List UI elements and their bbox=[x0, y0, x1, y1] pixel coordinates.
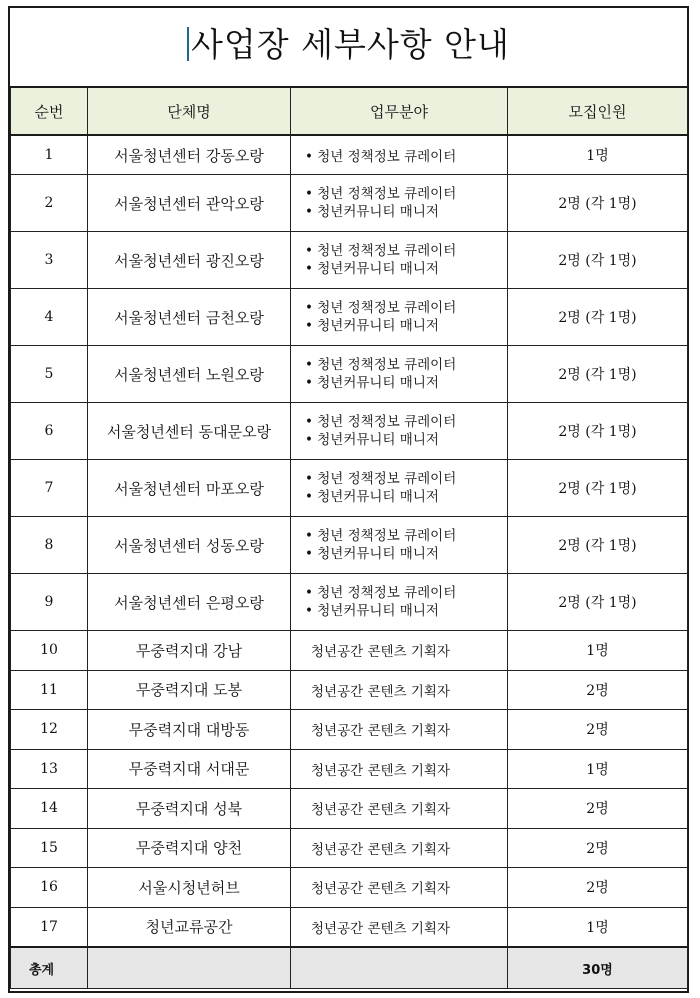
work-field-item: • 청년커뮤니티 매니저 bbox=[305, 261, 439, 277]
recruit-count: 2명 bbox=[508, 710, 688, 750]
total-row bbox=[11, 947, 688, 989]
header-no: 순번 bbox=[11, 87, 88, 135]
org-name: 무중력지대 강남 bbox=[88, 631, 291, 671]
document-frame bbox=[8, 6, 689, 993]
work-field-item: 청년공간 콘텐츠 기획자 bbox=[311, 920, 450, 937]
org-name: 무중력지대 대방동 bbox=[88, 710, 291, 750]
row-number: 9 bbox=[11, 574, 88, 631]
recruit-count: 2명 (각 1명) bbox=[508, 403, 688, 460]
work-field-item: 청년공간 콘텐츠 기획자 bbox=[311, 802, 450, 819]
row-number: 11 bbox=[11, 670, 88, 710]
recruit-count: 2명 (각 1명) bbox=[508, 346, 688, 403]
table-row bbox=[11, 403, 688, 460]
org-name: 서울시청년허브 bbox=[88, 868, 291, 908]
work-field bbox=[291, 868, 508, 908]
recruit-count: 1명 bbox=[508, 907, 688, 947]
table-body bbox=[11, 135, 688, 947]
row-number: 8 bbox=[11, 517, 88, 574]
row-number: 5 bbox=[11, 346, 88, 403]
work-field-item: • 청년 정책정보 큐레이터 bbox=[305, 414, 457, 430]
table-row bbox=[11, 517, 688, 574]
work-field-item: • 청년커뮤니티 매니저 bbox=[305, 204, 439, 220]
row-number: 7 bbox=[11, 460, 88, 517]
work-field-item: • 청년 정책정보 큐레이터 bbox=[305, 300, 457, 316]
recruit-count: 1명 bbox=[508, 749, 688, 789]
work-field-item: • 청년커뮤니티 매니저 bbox=[305, 375, 439, 391]
row-number: 17 bbox=[11, 907, 88, 947]
work-field bbox=[291, 232, 508, 289]
work-field-item: • 청년커뮤니티 매니저 bbox=[305, 603, 439, 619]
header-field: 업무분야 bbox=[291, 87, 508, 135]
page-title-text: 사업장 세부사항 안내 bbox=[191, 25, 510, 64]
work-field bbox=[291, 460, 508, 517]
table-row bbox=[11, 460, 688, 517]
recruit-count: 2명 (각 1명) bbox=[508, 289, 688, 346]
row-number: 14 bbox=[11, 789, 88, 829]
work-field-item: • 청년 정책정보 큐레이터 bbox=[305, 357, 457, 373]
org-name: 무중력지대 성북 bbox=[88, 789, 291, 829]
details-table bbox=[10, 86, 688, 989]
work-field bbox=[291, 517, 508, 574]
org-name: 서울청년센터 관악오랑 bbox=[88, 175, 291, 232]
work-field bbox=[291, 346, 508, 403]
recruit-count: 1명 bbox=[508, 135, 688, 175]
recruit-count: 2명 (각 1명) bbox=[508, 517, 688, 574]
work-field-item: 청년공간 콘텐츠 기획자 bbox=[311, 841, 450, 858]
table-row bbox=[11, 574, 688, 631]
table-row bbox=[11, 828, 688, 868]
org-name: 서울청년센터 성동오랑 bbox=[88, 517, 291, 574]
table-row bbox=[11, 289, 688, 346]
work-field-item: • 청년커뮤니티 매니저 bbox=[305, 432, 439, 448]
table-row bbox=[11, 346, 688, 403]
work-field bbox=[291, 574, 508, 631]
work-field-item: 청년공간 콘텐츠 기획자 bbox=[311, 762, 450, 779]
recruit-count: 2명 bbox=[508, 868, 688, 908]
table-row bbox=[11, 175, 688, 232]
table-row bbox=[11, 868, 688, 908]
total-empty-org bbox=[88, 947, 291, 989]
org-name: 무중력지대 도봉 bbox=[88, 670, 291, 710]
table-row bbox=[11, 749, 688, 789]
table-row bbox=[11, 631, 688, 671]
table-row bbox=[11, 232, 688, 289]
org-name: 서울청년센터 은평오랑 bbox=[88, 574, 291, 631]
work-field-item: • 청년 정책정보 큐레이터 bbox=[305, 528, 457, 544]
recruit-count: 2명 bbox=[508, 828, 688, 868]
org-name: 청년교류공간 bbox=[88, 907, 291, 947]
recruit-count: 2명 (각 1명) bbox=[508, 175, 688, 232]
work-field bbox=[291, 631, 508, 671]
work-field-item: 청년공간 콘텐츠 기획자 bbox=[311, 683, 450, 700]
work-field bbox=[291, 907, 508, 947]
org-name: 서울청년센터 광진오랑 bbox=[88, 232, 291, 289]
row-number: 4 bbox=[11, 289, 88, 346]
work-field bbox=[291, 289, 508, 346]
org-name: 서울청년센터 강동오랑 bbox=[88, 135, 291, 175]
work-field-item: • 청년 정책정보 큐레이터 bbox=[305, 186, 457, 202]
org-name: 무중력지대 양천 bbox=[88, 828, 291, 868]
row-number: 13 bbox=[11, 749, 88, 789]
org-name: 무중력지대 서대문 bbox=[88, 749, 291, 789]
work-field-item: • 청년커뮤니티 매니저 bbox=[305, 546, 439, 562]
org-name: 서울청년센터 마포오랑 bbox=[88, 460, 291, 517]
text-cursor bbox=[187, 27, 189, 61]
work-field-item: • 청년 정책정보 큐레이터 bbox=[305, 243, 457, 259]
work-field bbox=[291, 789, 508, 829]
row-number: 1 bbox=[11, 135, 88, 175]
row-number: 2 bbox=[11, 175, 88, 232]
table-row bbox=[11, 710, 688, 750]
work-field bbox=[291, 403, 508, 460]
work-field bbox=[291, 828, 508, 868]
page-title bbox=[10, 8, 687, 86]
recruit-count: 2명 bbox=[508, 789, 688, 829]
recruit-count: 1명 bbox=[508, 631, 688, 671]
work-field-item: 청년공간 콘텐츠 기획자 bbox=[311, 644, 450, 661]
header-org: 단체명 bbox=[88, 87, 291, 135]
work-field bbox=[291, 710, 508, 750]
work-field-item: • 청년 정책정보 큐레이터 bbox=[305, 471, 457, 487]
row-number: 3 bbox=[11, 232, 88, 289]
work-field-item: 청년공간 콘텐츠 기획자 bbox=[311, 723, 450, 740]
row-number: 15 bbox=[11, 828, 88, 868]
work-field-item: • 청년커뮤니티 매니저 bbox=[305, 318, 439, 334]
work-field-item: • 청년 정책정보 큐레이터 bbox=[305, 585, 457, 601]
work-field bbox=[291, 670, 508, 710]
work-field-item: 청년공간 콘텐츠 기획자 bbox=[311, 881, 450, 898]
recruit-count: 2명 (각 1명) bbox=[508, 574, 688, 631]
table-header-row bbox=[11, 87, 688, 135]
recruit-count: 2명 (각 1명) bbox=[508, 460, 688, 517]
total-label: 총계 bbox=[11, 947, 88, 989]
table-row bbox=[11, 907, 688, 947]
work-field-item: • 청년커뮤니티 매니저 bbox=[305, 489, 439, 505]
work-field bbox=[291, 749, 508, 789]
header-count: 모집인원 bbox=[508, 87, 688, 135]
total-count: 30명 bbox=[508, 947, 688, 989]
org-name: 서울청년센터 금천오랑 bbox=[88, 289, 291, 346]
table-row bbox=[11, 135, 688, 175]
org-name: 서울청년센터 동대문오랑 bbox=[88, 403, 291, 460]
row-number: 12 bbox=[11, 710, 88, 750]
table-row bbox=[11, 789, 688, 829]
row-number: 16 bbox=[11, 868, 88, 908]
row-number: 10 bbox=[11, 631, 88, 671]
org-name: 서울청년센터 노원오랑 bbox=[88, 346, 291, 403]
table-row bbox=[11, 670, 688, 710]
total-empty-field bbox=[291, 947, 508, 989]
work-field-item: • 청년 정책정보 큐레이터 bbox=[305, 149, 457, 165]
work-field bbox=[291, 135, 508, 175]
work-field bbox=[291, 175, 508, 232]
recruit-count: 2명 bbox=[508, 670, 688, 710]
recruit-count: 2명 (각 1명) bbox=[508, 232, 688, 289]
row-number: 6 bbox=[11, 403, 88, 460]
